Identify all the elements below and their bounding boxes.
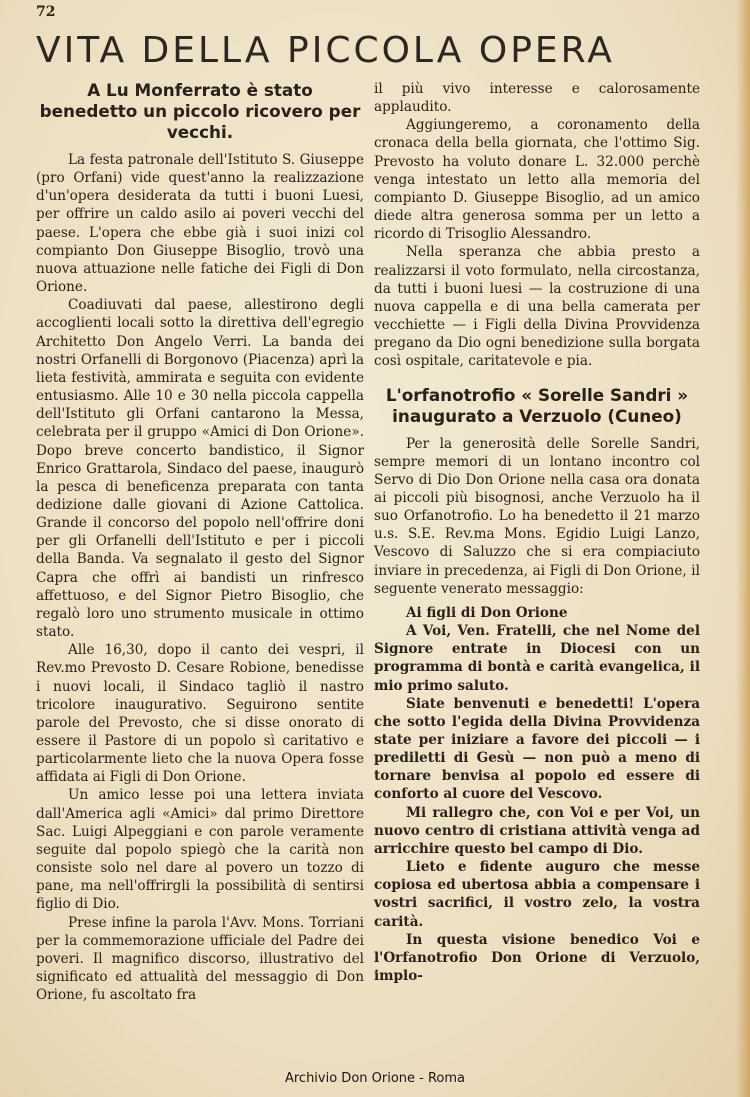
message-paragraph: Mi rallegro che, con Voi e per Voi, un nuovo centro di cristiana attività venga ad arricchire questo bel campo di Dio. bbox=[374, 804, 700, 857]
article-paragraph: Alle 16,30, dopo il canto dei vespri, il Rev.mo Prevosto D. Cesare Robione, benedisse i nuovi locali, il Sindaco tagliò il nastro tricolore inaugurativo. Seguirono sentite parole del Prevosto, che si disse onorato di essere il Pastore di un popolo sì caritativo e particolarmente lieto che la nuova Opera fosse affidata ai Figli di Don Orione. bbox=[36, 642, 364, 786]
message-paragraph: Siate benvenuti e benedetti! L'opera che sotto l'egida della Divina Provvidenza state per iniziare a favore dei piccoli — i prediletti di Gesù — non può a meno di tornare benvisa al popolo ed essere di conforto al cuore del Vescovo. bbox=[374, 695, 700, 803]
archive-watermark-label: Archivio Don Orione - Roma bbox=[284, 1071, 466, 1086]
message-paragraph: Lieto e fidente auguro che messe copiosa ed ubertosa abbia a compensare i vostri sacrifici, il vostro zelo, la vostra carità. bbox=[374, 859, 700, 930]
article-continuation: il più vivo interesse e calorosamente applaudito. bbox=[374, 81, 700, 116]
article-paragraph: La festa patronale dell'Istituto S. Giuseppe (pro Orfani) vide quest'anno la realizzazione d'un'opera desiderata da tutti i buoni Luesi, per offrire un caldo asilo ai poveri vecchi del paese. L'opera che ebbe già i suoi inizi col compianto Don Giuseppe Bisoglio, trovò una nuova attuazione nelle fatiche dei Figli di Don Orione. bbox=[36, 152, 364, 296]
article-paragraph: Per la generosità delle Sorelle Sandri, sempre memori di un lontano incontro col Servo di Dio Don Orione nella casa ora donata ai piccoli più bisognosi, anche Verzuolo ha il suo Orfanotrofio. Lo ha benedetto il 21 marzo u.s. S.E. Rev.ma Mons. Egidio Luigi Lanzo, Vescovo di Saluzzo che si era compiaciuto inviare in precedenza, ai Figli di Don Orione, il seguente venerato messaggio: bbox=[374, 435, 700, 597]
message-heading: Ai figli di Don Orione bbox=[406, 604, 568, 621]
right-column bbox=[374, 80, 700, 985]
article-title-verzuolo: L'orfanotrofio « Sorelle Sandri » inaugurato a Verzuolo (Cuneo) bbox=[385, 384, 689, 426]
article-paragraph: Coadiuvati dal paese, allestirono degli accoglienti locali sotto la direttiva dell'egregio Architetto Don Angelo Verri. La banda dei nostri Orfanelli di Borgonovo (Piacenza) aprì la lieta festività, ammirata e seguita con evidente entusiasmo. Alle 10 e 30 nella piccola cappella dell'Istituto gli Orfani cantarono la Messa, celebrata per il gruppo «Amici di Don Orione». Dopo breve concerto bandistico, il Signor Enrico Grattarola, Sindaco del paese, inaugurò la pesca di beneficenza preparata con tanta dedizione dalle giovani di Azione Cattolica. Grande il concorso del popolo nell'offrire doni per gli Orfanelli dell'Istituto e per i piccoli della Banda. Va segnalato il gesto del Signor Capra che offrì ai bandisti un rinfresco affettuoso, e del Signor Pietro Bisoglio, che regalò loro uno strumento musicale in ottimo stato. bbox=[36, 297, 364, 641]
article-paragraph: Un amico lesse poi una lettera inviata dall'America agli «Amici» dal primo Direttore Sac. Luigi Alpeggiani e con parole veramente seguite dal popolo spiegò che la carità non consiste solo nel dare al povero un tozzo di pane, ma nell'offrirgli la possibilità di sentirsi figlio di Dio. bbox=[36, 787, 364, 913]
article-title-lu-monferrato: A Lu Monferrato è stato benedetto un piccolo ricovero per vecchi. bbox=[39, 80, 361, 142]
page-number: 72 bbox=[36, 4, 56, 20]
article-paragraph: Aggiungeremo, a coronamento della cronaca della bella giornata, che l'ottimo Sig. Prevosto ha voluto donare L. 32.000 perchè venga intestato un letto alla memoria del compianto D. Giuseppe Bisoglio, ad un amico diede altra generosa somma per un letto a ricordo di Trisoglio Alessandro. bbox=[374, 117, 700, 243]
article-paragraph: Nella speranza che abbia presto a realizzarsi il voto formulato, nella circostanza, da tutti i buoni luesi — la costruzione di una nuova cappella e di una bella camerata per vecchiette — i Figli della Divina Provvidenza pregano da Dio ogni benedizione sulla borgata così ospitale, caritatevole e pia. bbox=[374, 244, 700, 370]
message-paragraph: A Voi, Ven. Fratelli, che nel Nome del Signore entrate in Diocesi con un programma di bontà e carità evangelica, il mio primo saluto. bbox=[374, 623, 700, 694]
article-paragraph: Prese infine la parola l'Avv. Mons. Torriani per la commemorazione ufficiale del Padre dei poveri. Il magnifico discorso, illustrativo del significato ed attualità del messaggio di Don Orione, fu ascoltato fra bbox=[36, 914, 364, 1004]
message-paragraph: In questa visione benedico Voi e l'Orfanotrofio Don Orione di Verzuolo, implo- bbox=[374, 931, 700, 985]
page-edge-shadow bbox=[736, 0, 750, 1097]
left-column bbox=[36, 80, 364, 1004]
page-title: VITA DELLA PICCOLA OPERA bbox=[36, 30, 615, 71]
